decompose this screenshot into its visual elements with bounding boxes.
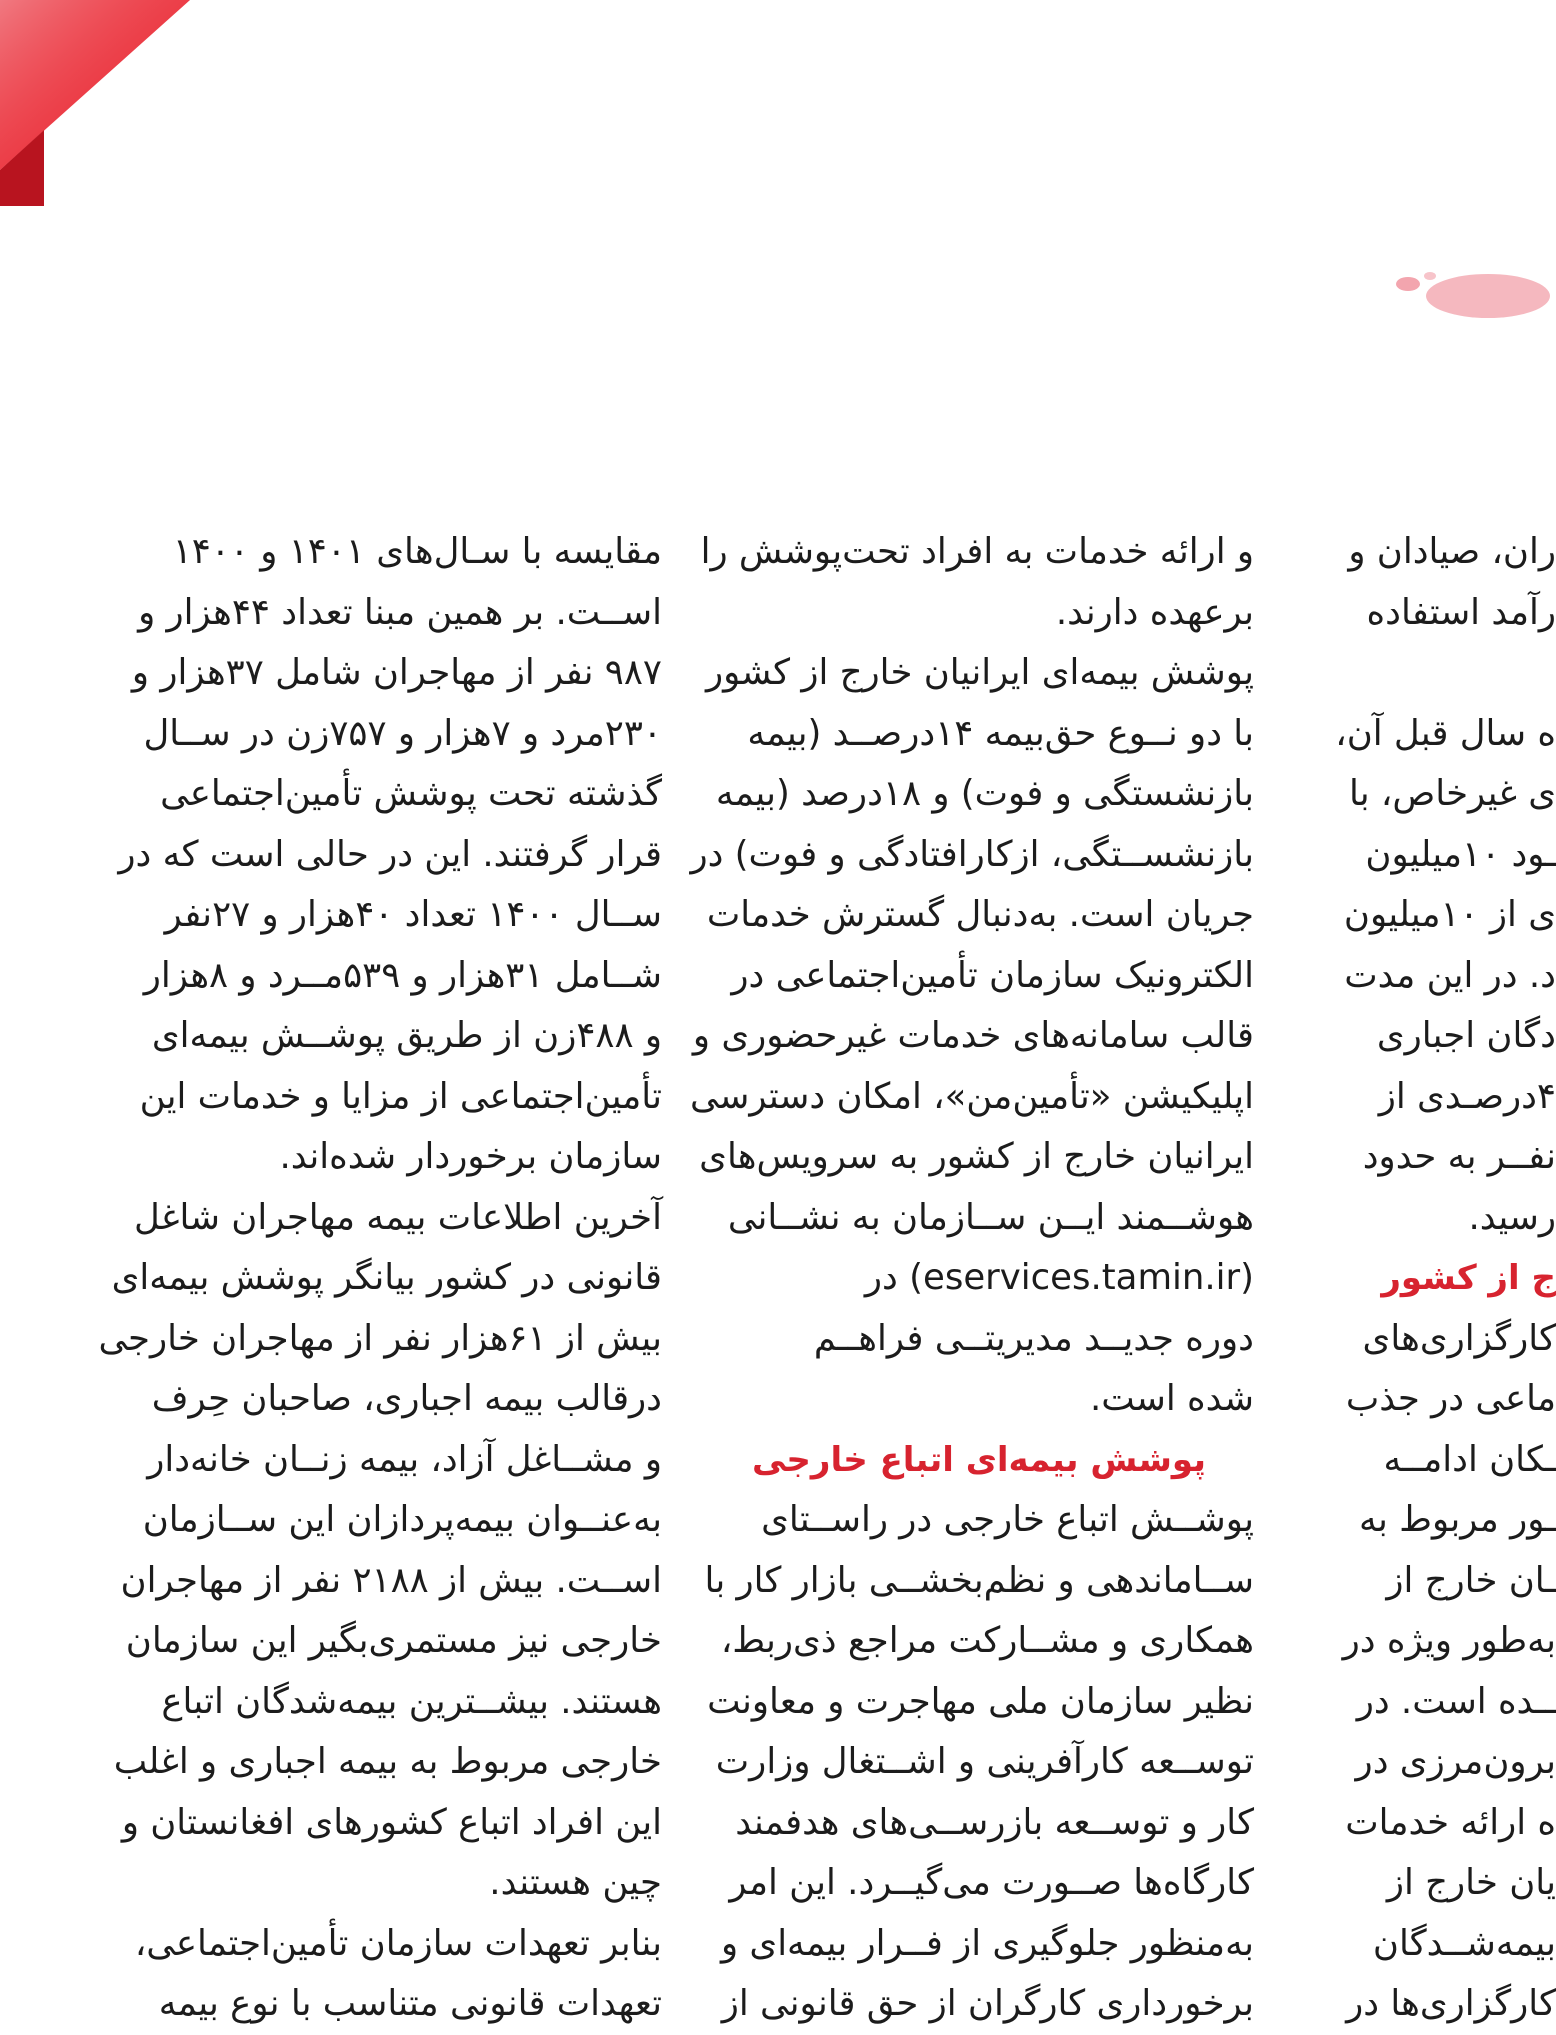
text-line: تعهدات قانونی متناسب با نوع بیمه xyxy=(158,1983,662,2024)
text-line xyxy=(1296,643,1556,704)
text-line: ی از ۱۰میلیون xyxy=(1343,894,1556,935)
text-line: کار و توســعه بازرســی‌های هدفمند xyxy=(735,1801,1254,1843)
text-line: ه ارائه خدمات xyxy=(1345,1801,1556,1843)
text-line: نفــر به حدود xyxy=(1362,1136,1556,1177)
text-line: ســاماندهی و نظم‌بخشــی بازار کار با xyxy=(704,1559,1254,1601)
text-line: کارگاه‌ها صــورت می‌گیــرد. این امر xyxy=(729,1862,1254,1903)
text-line: همکاری و مشــارکت مراجع ذی‌ربط، xyxy=(720,1620,1254,1661)
text-line: کارگزاری‌ها در xyxy=(1346,1983,1556,2024)
text-line: قرار گرفتند. این در حالی است که در xyxy=(118,833,662,875)
text-line: گذشته تحت پوشش تأمین‌اجتماعی xyxy=(160,773,662,814)
text-line: رآمد استفاده xyxy=(1366,591,1556,633)
text-line: اپلیکیشن «تأمین‌من»، امکان دسترسی xyxy=(689,1075,1254,1117)
text-line: ایرانیان خارج از کشور به سرویس‌های xyxy=(699,1136,1254,1177)
text-line: جریان است. به‌دنبال گسترش خدمات xyxy=(706,894,1254,935)
text-line: برعهده دارند. xyxy=(1055,591,1254,633)
text-line: ـان خارج از xyxy=(1386,1559,1556,1601)
text-line: اســت. بیش از ۲۱۸۸ نفر از مهاجران xyxy=(120,1559,662,1601)
text-line: ه سال قبل آن، xyxy=(1335,712,1556,754)
text-line: خارجی مربوط به بیمه اجباری و اغلب xyxy=(113,1741,662,1782)
pink-splash-decoration xyxy=(1390,262,1500,322)
text-line: ۴درصـدی از xyxy=(1378,1075,1556,1117)
text-line: چین هستند. xyxy=(489,1862,662,1903)
text-line: سازمان برخوردار شده‌اند. xyxy=(279,1136,662,1177)
text-line: ی غیرخاص، با xyxy=(1348,773,1556,814)
article-column-right xyxy=(1296,522,1556,2035)
text-line: ـور مربوط به xyxy=(1358,1499,1556,1540)
text-line: ماعی در جذب xyxy=(1345,1378,1556,1419)
text-line: به‌عنــوان بیمه‌پردازان این ســازمان xyxy=(142,1499,662,1540)
text-line: ـود ۱۰میلیون xyxy=(1365,833,1556,875)
text-line: بیش از ۶۱هزار نفر از مهاجران خارجی xyxy=(98,1317,662,1359)
text-line: خارجی نیز مستمری‌بگیر این سازمان xyxy=(125,1620,662,1661)
text-line: و مشــاغل آزاد، بیمه زنــان خانه‌دار xyxy=(147,1438,662,1480)
text-line: شده است. xyxy=(1089,1378,1254,1419)
article-column-left xyxy=(98,522,662,2035)
text-line: ــده است. در xyxy=(1356,1680,1556,1722)
text-line: رسید. xyxy=(1468,1196,1556,1238)
text-line: و ارائه خدمات به افراد تحت‌پوشش را xyxy=(700,531,1254,572)
text-line: ـکان ادامــه xyxy=(1383,1438,1556,1480)
text-line: شــامل ۳۱هزار و ۵۳۹مــرد و ۸هزار xyxy=(143,954,662,996)
text-line: مقایسه با سـال‌های ۱۴۰۱ و ۱۴۰۰ xyxy=(172,531,662,572)
text-line: د. در این مدت xyxy=(1344,954,1556,996)
text-line: پوشش بیمه‌ای ایرانیان خارج از کشور xyxy=(706,652,1254,693)
corner-ribbon-decoration xyxy=(0,0,200,210)
text-line: الکترونیک سازمان تأمین‌اجتماعی در xyxy=(731,954,1254,996)
text-line: درقالب بیمه اجباری، صاحبان حِرف xyxy=(151,1378,662,1419)
text-line: (eservices.tamin.ir) در xyxy=(864,1257,1254,1298)
text-line: برخورداری کارگران از حق قانونی از xyxy=(721,1983,1254,2024)
text-line: بیمه‌شــدگان xyxy=(1372,1922,1556,1964)
text-line: برون‌مرزی در xyxy=(1355,1741,1556,1782)
text-line: اســت. بر همین مبنا تعداد ۴۴هزار و xyxy=(138,591,662,633)
text-line: قانونی در کشور بیانگر پوشش بیمه‌ای xyxy=(111,1257,662,1298)
text-line: با دو نــوع حق‌بیمه ۱۴درصــد (بیمه xyxy=(747,712,1254,754)
text-line: دوره جدیــد مدیریتــی فراهــم xyxy=(813,1317,1254,1359)
text-line: و ۴۸۸زن از طریق پوشــش بیمه‌ای xyxy=(151,1015,662,1056)
text-line: بازنشســتگی، ازکارافتادگی و فوت) در xyxy=(690,833,1254,875)
text-line: توســعه کارآفرینی و اشــتغال وزارت xyxy=(715,1741,1254,1782)
text-line: ســال ۱۴۰۰ تعداد ۴۰هزار و ۲۷نفر xyxy=(164,894,662,935)
text-line: ران، صیادان و xyxy=(1348,531,1556,572)
text-line: به‌طور ویژه در xyxy=(1342,1620,1556,1661)
text-line: بازنشستگی و فوت) و ۱۸درصد (بیمه xyxy=(715,773,1254,814)
section-heading: پوشش بیمه‌ای اتباع خارجی xyxy=(751,1439,1206,1480)
text-line: یان خارج از xyxy=(1386,1862,1556,1903)
text-line: این افراد اتباع کشورهای افغانستان و xyxy=(121,1801,662,1843)
text-line: نظیر سازمان ملی مهاجرت و معاونت xyxy=(707,1680,1254,1722)
text-line: ۲۳۰مرد و ۷هزار و ۷۵۷زن در ســال xyxy=(143,712,662,754)
text-line: هوشــمند ایــن ســازمان به نشــانی xyxy=(727,1196,1254,1238)
text-line: به‌منظور جلوگیری از فــرار بیمه‌ای و xyxy=(720,1922,1254,1964)
section-heading: ج از کشور xyxy=(1381,1258,1556,1298)
text-line: آخرین اطلاعات بیمه مهاجران شاغل xyxy=(134,1196,662,1238)
text-line: ۹۸۷ نفر از مهاجران شامل ۳۷هزار و xyxy=(131,652,662,693)
text-line: قالب سامانه‌های خدمات غیرحضوری و xyxy=(692,1015,1254,1056)
text-line: پوشــش اتباع خارجی در راســتای xyxy=(761,1499,1254,1540)
article-column-middle xyxy=(689,522,1254,2035)
text-line: بنابر تعهدات سازمان تأمین‌اجتماعی، xyxy=(134,1922,662,1964)
text-line: کارگزاری‌های xyxy=(1362,1317,1556,1359)
text-line: هستند. بیشــترین بیمه‌شدگان اتباع xyxy=(161,1680,662,1722)
text-line: تأمین‌اجتماعی از مزایا و خدمات این xyxy=(139,1075,662,1117)
text-line: دگان اجباری xyxy=(1376,1015,1556,1056)
